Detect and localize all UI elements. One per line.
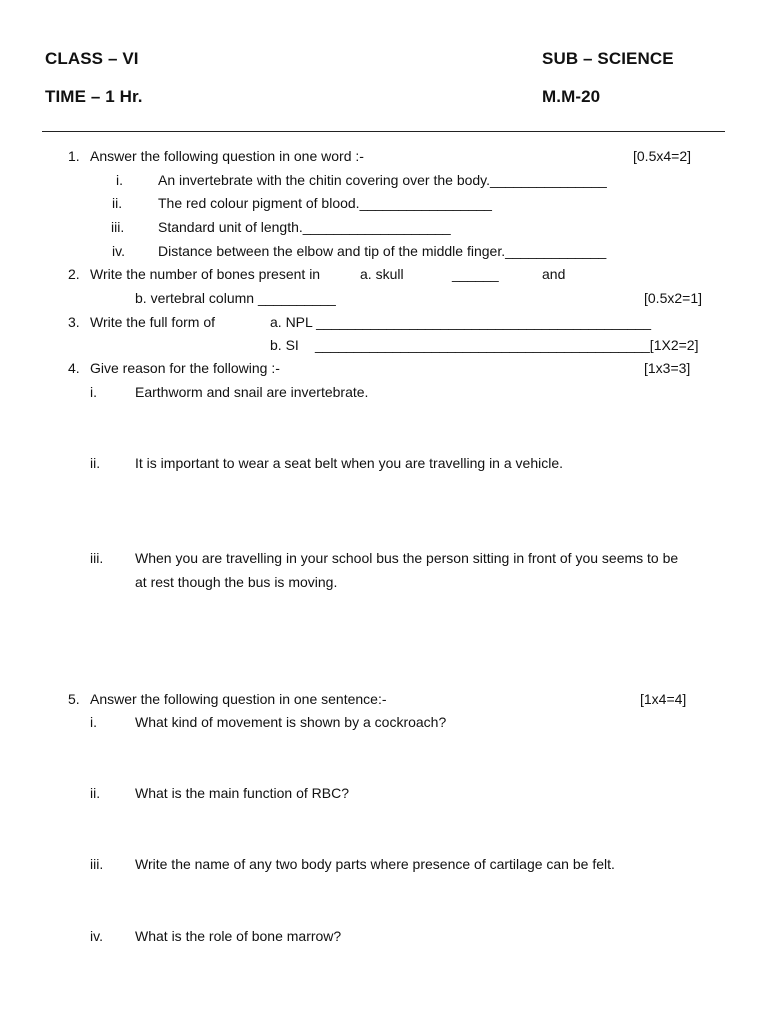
header-divider: [42, 131, 725, 132]
q2-marks: [0.5x2=1]: [644, 290, 702, 306]
q1-item-text: An invertebrate with the chitin covering over the body._______________: [158, 172, 607, 188]
q5-item-text: What is the main function of RBC?: [135, 785, 349, 801]
time-label: TIME – 1 Hr.: [45, 87, 143, 106]
q5-item-number: iv.: [90, 928, 103, 944]
q5-item-number: i.: [90, 714, 97, 730]
q4-item-number: i.: [90, 384, 97, 400]
q1-item-number: iii.: [111, 219, 125, 235]
q1-item-text: Distance between the elbow and tip of the middle finger._____________: [158, 243, 607, 259]
q4-item-text: It is important to wear a seat belt when you are travelling in a vehicle.: [135, 455, 563, 471]
q3-number: 3.: [68, 314, 80, 330]
q4-item-text: Earthworm and snail are invertebrate.: [135, 384, 369, 400]
q4-number: 4.: [68, 360, 80, 376]
q1-item-number: ii.: [112, 195, 123, 211]
q1-text: Answer the following question in one word :-: [90, 148, 364, 164]
q1-item-text: The red colour pigment of blood._________________: [158, 195, 492, 211]
subject-label: SUB – SCIENCE: [542, 49, 674, 68]
q3-part-b-blank: ___________________________________________[1X2=2]: [315, 337, 699, 353]
class-label: CLASS – VI: [45, 49, 139, 68]
q1-item-text: Standard unit of length.___________________: [158, 219, 451, 235]
q4-item-number: iii.: [90, 550, 104, 566]
q5-marks: [1x4=4]: [640, 691, 687, 707]
q2-blank-a: ______: [452, 266, 499, 282]
max-marks-label: M.M-20: [542, 87, 601, 106]
q4-item-text-continued: at rest though the bus is moving.: [135, 574, 338, 590]
q3-part-a: a. NPL ___________________________________________: [270, 314, 651, 330]
q5-item-text: Write the name of any two body parts where presence of cartilage can be felt.: [135, 856, 615, 872]
q1-marks: [0.5x4=2]: [633, 148, 691, 164]
q4-text: Give reason for the following :-: [90, 360, 280, 376]
q5-text: Answer the following question in one sentence:-: [90, 691, 387, 707]
q2-part-a: a. skull: [360, 266, 404, 282]
q2-number: 2.: [68, 266, 80, 282]
q5-item-text: What is the role of bone marrow?: [135, 928, 342, 944]
q4-item-number: ii.: [90, 455, 101, 471]
q3-text: Write the full form of: [90, 314, 216, 330]
q5-item-text: What kind of movement is shown by a cockroach?: [135, 714, 447, 730]
q3-part-b-label: b. SI: [270, 337, 299, 353]
q1-item-number: iv.: [112, 243, 125, 259]
q5-item-number: ii.: [90, 785, 101, 801]
q5-item-number: iii.: [90, 856, 104, 872]
q1-item-number: i.: [116, 172, 123, 188]
q2-and: and: [542, 266, 566, 282]
q2-text: Write the number of bones present in: [90, 266, 321, 282]
q2-part-b: b. vertebral column __________: [135, 290, 336, 306]
q4-item-text: When you are travelling in your school bus the person sitting in front of you seems to be: [135, 550, 679, 566]
q4-marks: [1x3=3]: [644, 360, 691, 376]
q5-number: 5.: [68, 691, 80, 707]
q1-number: 1.: [68, 148, 80, 164]
